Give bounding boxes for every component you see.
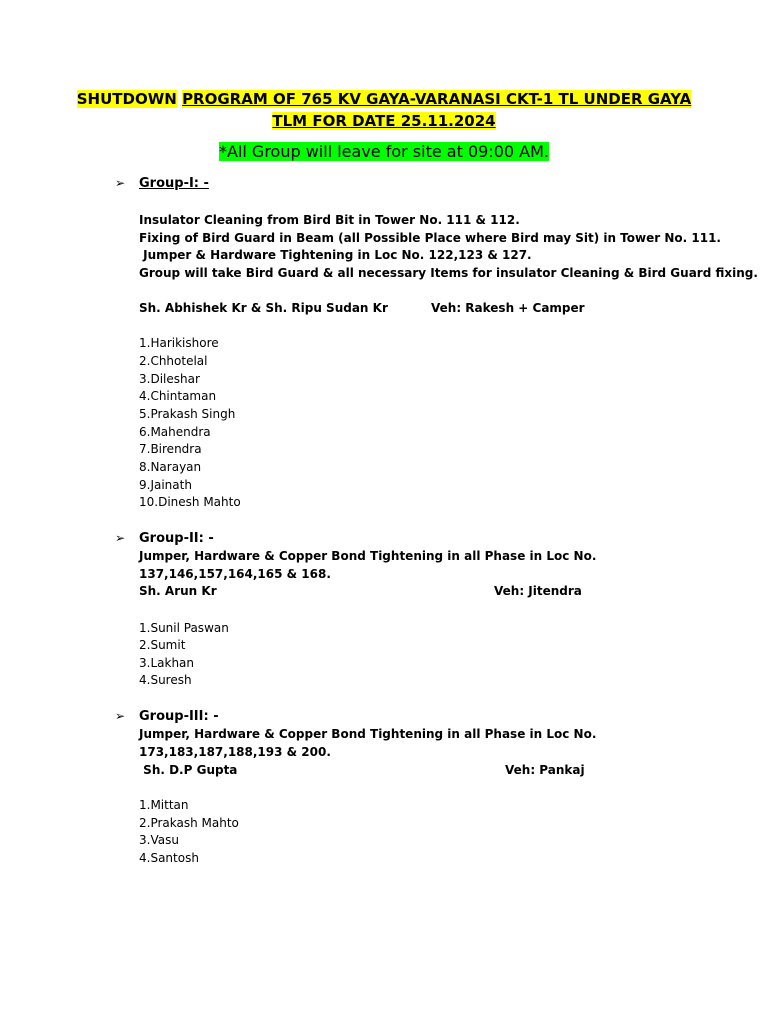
group-1-heading: [115, 174, 209, 192]
group-1-member: 2.Chhotelal: [139, 354, 208, 368]
group-1-vehicle: Veh: Rakesh + Camper: [431, 301, 585, 315]
group-1-task-3: Jumper & Hardware Tightening in Loc No. 122,123 & 127.: [139, 248, 532, 262]
departure-notice: [0, 141, 768, 163]
group-2-member: 4.Suresh: [139, 673, 192, 687]
arrowhead-bullet-icon: ➢: [115, 176, 126, 190]
title-word-shutdown: SHUTDOWN: [76, 90, 177, 108]
group-1-member: 4.Chintaman: [139, 389, 217, 403]
group-2-heading: [115, 529, 214, 547]
group-1-task-2: Fixing of Bird Guard in Beam (all Possible Place where Bird may Sit) in Tower No. 111.: [139, 231, 721, 245]
group-1-member: 6.Mahendra: [139, 425, 211, 439]
group-1-member: 7.Birendra: [139, 442, 202, 456]
group-1-member: 9.Jainath: [139, 478, 192, 492]
group-2-member: 1.Sunil Paswan: [139, 621, 229, 635]
document-title-line-1: [0, 88, 768, 110]
group-1-member: 10.Dinesh Mahto: [139, 495, 241, 509]
group-1-member: 8.Narayan: [139, 460, 202, 474]
group-1-task-1: Insulator Cleaning from Bird Bit in Tower No. 111 & 112.: [139, 213, 520, 227]
group-3-member: 2.Prakash Mahto: [139, 816, 239, 830]
group-3-heading: [115, 707, 219, 725]
departure-notice-text: *All Group will leave for site at 09:00 AM.: [219, 142, 549, 161]
group-2-member: 2.Sumit: [139, 638, 186, 652]
group-2-task: Jumper, Hardware & Copper Bond Tightening in all Phase in Loc No. 137,146,157,164,165 & 168.: [139, 549, 597, 581]
group-2-title: Group-II: -: [139, 531, 214, 546]
group-1-member: 5.Prakash Singh: [139, 407, 236, 421]
group-2-member: 3.Lakhan: [139, 656, 195, 670]
group-3-member: 4.Santosh: [139, 851, 199, 865]
group-3-task: Jumper, Hardware & Copper Bond Tightening in all Phase in Loc No. 173,183,187,188,193 & 200.: [139, 727, 597, 759]
group-1-task-4: Group will take Bird Guard & all necessary Items for insulator Cleaning & Bird Guard fixing.: [139, 266, 758, 280]
group-3-member: 3.Vasu: [139, 833, 179, 847]
group-1-member: 1.Harikishore: [139, 336, 219, 350]
group-1-member: 3.Dileshar: [139, 372, 200, 386]
group-1-leaders: Sh. Abhishek Kr & Sh. Ripu Sudan Kr: [139, 301, 388, 315]
group-3-member: 1.Mittan: [139, 798, 189, 812]
title-date: TLM FOR DATE 25.11.2024: [272, 112, 496, 130]
group-3-leaders: Sh. D.P Gupta: [139, 763, 238, 777]
arrowhead-bullet-icon: ➢: [115, 531, 126, 545]
group-1-title: Group-I: -: [139, 176, 209, 191]
arrowhead-bullet-icon: ➢: [115, 709, 126, 723]
group-3-title: Group-III: -: [139, 709, 219, 724]
document-title-line-2: [0, 110, 768, 132]
group-3-vehicle: Veh: Pankaj: [505, 763, 585, 777]
group-2-vehicle: Veh: Jitendra: [494, 584, 582, 598]
group-2-leaders: Sh. Arun Kr: [139, 584, 217, 598]
title-rest: PROGRAM OF 765 KV GAYA-VARANASI CKT-1 TL UNDER GAYA: [182, 90, 692, 108]
